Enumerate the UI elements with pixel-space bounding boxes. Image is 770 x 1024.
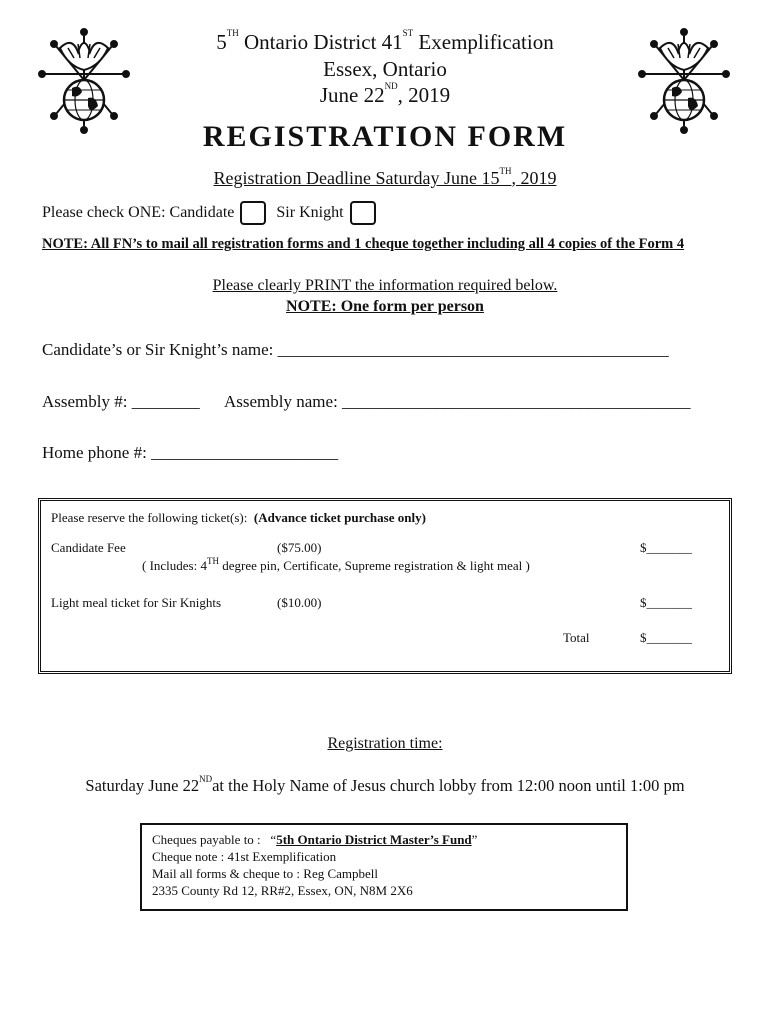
- event-date: June 22ND, 2019: [319, 81, 451, 107]
- form-title: REGISTRATION FORM: [202, 120, 568, 153]
- cheque-address: 2335 County Rd 12, RR#2, Essex, ON, N8M 2X6: [152, 883, 413, 898]
- meal-ticket-price: ($10.00): [277, 595, 322, 610]
- meal-ticket-amount[interactable]: $_______: [640, 595, 692, 610]
- candidate-label: Candidate: [169, 204, 235, 221]
- sir-knight-checkbox[interactable]: [350, 201, 376, 225]
- meal-ticket-label: Light meal ticket for Sir Knights: [51, 595, 222, 610]
- registration-deadline: Registration Deadline Saturday June 15TH, 2019: [213, 166, 557, 188]
- candidate-fee-includes: ( Includes: 4TH degree pin, Certificate, Supreme registration & light meal ): [142, 556, 530, 573]
- candidate-fee-label: Candidate Fee: [51, 540, 126, 555]
- candidate-fee-price: ($75.00): [277, 540, 322, 555]
- candidate-checkbox[interactable]: [240, 201, 266, 225]
- one-form-note: NOTE: One form per person: [286, 298, 484, 315]
- candidate-fee-amount[interactable]: $_______: [640, 540, 692, 555]
- cheque-note: Cheque note : 41st Exemplification: [152, 849, 337, 864]
- registration-time-heading: Registration time:: [327, 735, 443, 752]
- assembly-number-field[interactable]: Assembly #: ________: [42, 392, 200, 411]
- home-phone-field[interactable]: Home phone #: ______________________: [42, 443, 339, 462]
- mail-note: NOTE: All FN’s to mail all registration forms and 1 cheque together including all 4 copies of the Form 4: [42, 236, 685, 252]
- print-instruction: Please clearly PRINT the information required below.: [212, 277, 558, 294]
- cheque-mail-to: Mail all forms & cheque to : Reg Campbell: [152, 866, 379, 881]
- name-field[interactable]: Candidate’s or Sir Knight’s name: ______________________________________________: [42, 340, 669, 359]
- registration-schedule: Saturday June 22NDat the Holy Name of Jesus church lobby from 12:00 noon until 1:00 pm: [85, 774, 685, 795]
- check-prompt: Please check ONE:: [42, 204, 166, 221]
- total-amount[interactable]: $_______: [640, 630, 692, 645]
- cheque-info-box: [140, 823, 628, 911]
- event-title-line1: 5TH Ontario District 41ST Exemplification: [216, 28, 554, 54]
- sir-knight-label: Sir Knight: [276, 204, 344, 221]
- ticket-intro: Please reserve the following ticket(s): (Advance ticket purchase only): [51, 510, 426, 525]
- member-type-selector: [42, 201, 386, 225]
- assembly-name-field[interactable]: Assembly name: _________________________________________: [224, 392, 691, 411]
- cheque-payable: Cheques payable to : “5th Ontario District Master’s Fund”: [152, 832, 478, 847]
- event-location: Essex, Ontario: [323, 57, 447, 81]
- total-label: Total: [563, 630, 590, 645]
